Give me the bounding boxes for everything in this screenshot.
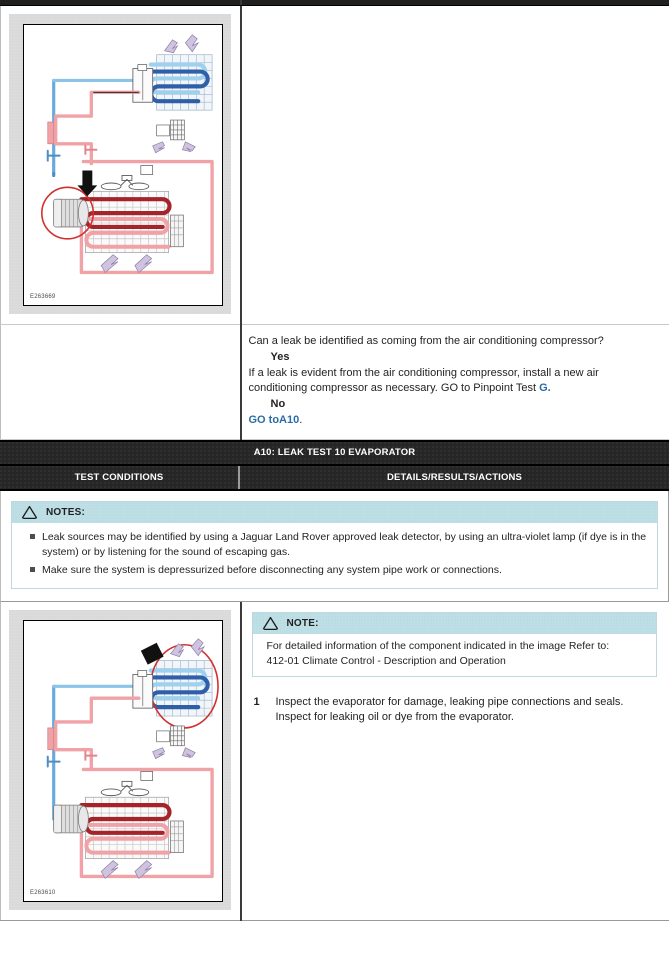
airflow-arrow (153, 142, 196, 153)
section-title: A10: LEAK TEST 10 EVAPORATOR (253, 447, 416, 458)
test-conditions-cell-empty (1, 325, 241, 440)
figure-compressor (23, 24, 223, 306)
top-rule-right (242, 0, 669, 5)
procedure-steps (252, 695, 658, 726)
top-rule-left (0, 0, 242, 5)
list-item: Leak sources may be identified by using a Jaguar Land Rover approved leak detector, by using an ultra-violet lamp (if dye is in the system) or by listening for the sound of escaping gas. (22, 530, 647, 559)
condenser-core (81, 191, 169, 252)
table-row (1, 602, 669, 921)
procedure-table-bottom (0, 602, 669, 921)
airflow-arrow (101, 255, 151, 273)
step-text: Inspect the evaporator for damage, leaking pipe connections and seals. Inspect for leaking oil or dye from the evaporator. (275, 695, 624, 723)
notes-body (12, 523, 657, 588)
column-header-test-conditions: TEST CONDITIONS (0, 466, 240, 489)
notes-block (0, 491, 669, 602)
list-item (252, 695, 658, 726)
step-number: 1 (253, 695, 260, 708)
airflow-arrow (165, 35, 199, 53)
notes-list (22, 530, 647, 578)
go-to-a10-link[interactable]: GO toA10 (248, 414, 300, 426)
details-cell-empty-top (241, 6, 669, 325)
answer-no-action (249, 413, 658, 428)
notes-box (11, 501, 658, 589)
expansion-valve (133, 65, 153, 103)
pinpoint-test-g-link[interactable]: G. (539, 382, 551, 394)
compressor (54, 805, 89, 833)
blower-fan (157, 120, 185, 140)
notes-header (12, 502, 657, 523)
section-column-headers (0, 466, 669, 491)
evaporator-core (150, 55, 212, 110)
warning-triangle-icon (21, 505, 38, 520)
procedure-table-top (0, 6, 669, 440)
receiver-drier (171, 820, 184, 852)
figure-evaporator (23, 620, 223, 902)
ac-circuit-diagram (24, 25, 222, 304)
table-row (1, 325, 669, 440)
receiver-drier (171, 215, 184, 247)
condenser-core (81, 797, 169, 858)
diagnostic-question: Can a leak be identified as coming from the air conditioning compressor? (248, 335, 604, 347)
details-results-actions-cell-evaporator (241, 602, 669, 921)
expansion-valve (133, 670, 153, 708)
warning-triangle-icon (262, 616, 279, 631)
compressor (42, 187, 93, 238)
note-reference-link[interactable]: 412-01 Climate Control - Description and Operation (266, 654, 506, 667)
note-line-1: For detailed information of the component indicated in the image Refer to: (266, 639, 610, 652)
ac-circuit-diagram (24, 621, 222, 900)
list-item: Make sure the system is depressurized before disconnecting any system pipe work or connections. (22, 563, 647, 578)
figure-frame-compressor (9, 14, 231, 314)
answer-yes-text: If a leak is evident from the air conditioning compressor, install a new air conditioning compressor as necessary. GO to Pinpoint Test (248, 367, 599, 394)
test-conditions-cell-compressor (1, 6, 241, 325)
figure-frame-evaporator (9, 610, 231, 910)
test-conditions-cell-evaporator (1, 602, 241, 921)
figure-id-label: E263669 (30, 294, 56, 300)
blower-fan (157, 725, 185, 745)
airflow-arrow (153, 747, 196, 758)
figure-id-label: E263610 (30, 889, 56, 896)
cooling-fan-icon (101, 781, 149, 795)
cooling-fan-icon (101, 175, 149, 189)
answer-yes-label: Yes (270, 351, 290, 363)
details-results-actions-cell (241, 325, 669, 440)
answer-yes-action (249, 366, 658, 396)
table-row (1, 6, 669, 325)
notes-header-label: NOTES: (46, 507, 85, 518)
section-title-bar (0, 440, 669, 466)
answer-no-trailing: . (299, 414, 303, 426)
column-header-details: DETAILS/RESULTS/ACTIONS (386, 472, 523, 483)
note-header-label: NOTE: (286, 617, 319, 629)
note-box (252, 612, 658, 677)
note-header (253, 613, 657, 634)
note-body (253, 634, 657, 676)
answer-no-label: No (270, 398, 286, 410)
airflow-arrow (171, 638, 205, 656)
